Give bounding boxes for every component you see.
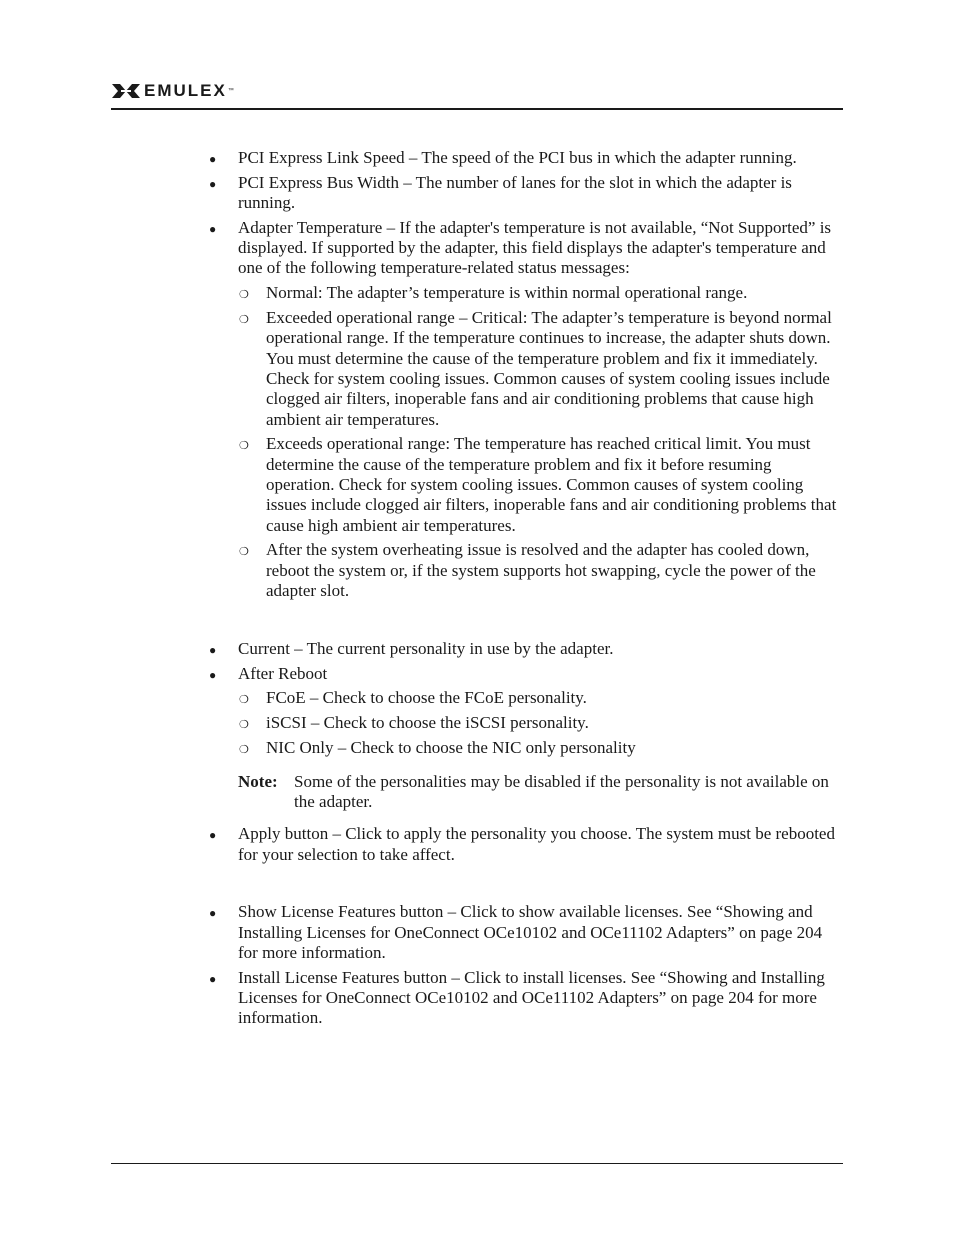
sub-list-item: ❍ Exceeded operational range – Critical: The adapter’s temperature is beyond normal operational range. If the temperature continues to increase, the adapter shuts down. You must determine the cause of the temperature problem and fix it immediately. Check for system cooling issues. Common causes of system cooling issues include clogged air filters, inoperable fans and air conditioning problems that cause high ambient air temperatures. — [239, 308, 832, 429]
sub-bullet-icon: ❍ — [239, 314, 249, 327]
bullet-icon: ● — [209, 667, 217, 682]
sub-bullet-icon: ❍ — [239, 694, 249, 707]
header-rule — [111, 108, 843, 110]
list-item: ● Show License Features button – Click to show available licenses. See “Showing and Installing Licenses for OneConnect OCe10102 and OCe11102 Adapters” on page 204 for more information. — [209, 902, 823, 962]
note-block — [0, 772, 841, 813]
sub-bullet-icon: ❍ — [239, 743, 249, 756]
list-item: ● Apply button – Click to apply the personality you choose. The system must be rebooted for your selection to take affect. — [209, 824, 835, 864]
note-label: Note: — [238, 771, 278, 791]
bullet-icon: ● — [209, 971, 217, 986]
bullet-icon: ● — [209, 221, 217, 236]
sub-bullet-icon: ❍ — [239, 289, 249, 302]
sub-bullet-icon: ❍ — [239, 546, 249, 559]
footer-rule — [111, 1163, 843, 1164]
sub-list-item: ❍ Exceeds operational range: The temperature has reached critical limit. You must determine the cause of the temperature problem and fix it before resuming operation. Check for system cooling issues. Common causes of system cooling issues include clogged air filters, inoperable fans and air conditioning problems that cause high ambient air temperatures. — [239, 434, 837, 535]
sub-list-item: ❍ NIC Only – Check to choose the NIC only personality — [0, 738, 841, 758]
document-body — [0, 148, 954, 1033]
page-header — [111, 80, 234, 102]
list-item: ● Adapter Temperature – If the adapter's temperature is not available, “Not Supported” is displayed. If supported by the adapter, this field displays the adapter's temperature and one of the following temperature-related status messages: — [209, 217, 832, 278]
logo-text: EMULEX — [144, 81, 227, 100]
list-item: ● PCI Express Link Speed – The speed of the PCI bus in which the adapter running. — [0, 148, 843, 168]
sub-list-item: ❍ Normal: The adapter’s temperature is within normal operational range. — [0, 283, 841, 303]
bullet-icon: ● — [209, 176, 217, 191]
note-text: Some of the personalities may be disabled if the personality is not available on the adapter. — [294, 771, 829, 812]
list-item: ● After Reboot — [0, 664, 843, 684]
sub-bullet-icon: ❍ — [239, 719, 249, 732]
sub-list-item: ❍ iSCSI – Check to choose the iSCSI personality. — [0, 713, 841, 733]
sub-bullet-icon: ❍ — [239, 440, 249, 453]
bullet-icon: ● — [209, 152, 217, 166]
bullet-icon: ● — [209, 828, 217, 843]
bullet-icon: ● — [209, 642, 217, 657]
logo-trademark: ™ — [227, 88, 234, 94]
list-item: ● Install License Features button – Click to install licenses. See “Showing and Installing Licenses for OneConnect OCe10102 and OCe11102 Adapters” on page 204 for more information. — [209, 967, 825, 1028]
list-item: ● PCI Express Bus Width – The number of lanes for the slot in which the adapter is running. — [209, 172, 792, 213]
list-item: ● Current – The current personality in use by the adapter. — [0, 639, 843, 659]
sub-list-item: ❍ After the system overheating issue is resolved and the adapter has cooled down, reboot the system or, if the system supports hot swapping, cycle the power of the adapter slot. — [239, 540, 816, 600]
emulex-logo-icon — [111, 82, 141, 100]
sub-list-item: ❍ FCoE – Check to choose the FCoE personality. — [0, 688, 841, 708]
bullet-icon: ● — [209, 906, 217, 921]
